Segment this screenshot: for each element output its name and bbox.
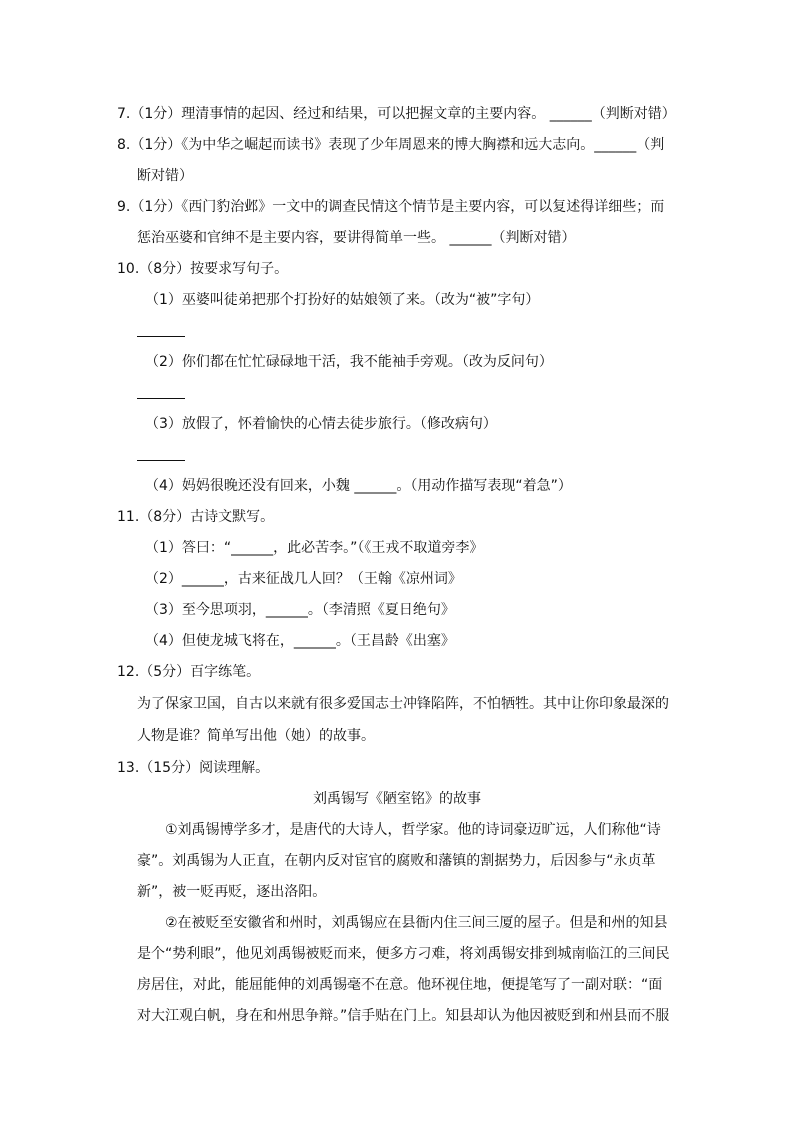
question-10-part-1: （1）巫婆叫徒弟把那个打扮好的姑娘领了来。（改为“被”字句） [145, 292, 540, 308]
question-10: 10.（8分）按要求写句子。 [117, 261, 289, 277]
question-10-part-3: （3）放假了，怀着愉快的心情去徒步旅行。（修改病句） [145, 416, 497, 432]
passage-paragraph-2-line-2: 是个“势利眼”，他见刘禹锡被贬而来，便多方刁难，将刘禹锡安排到城南临江的三间民 [137, 946, 670, 962]
answer-blank-3 [137, 460, 185, 461]
passage-paragraph-1: ①刘禹锡博学多才，是唐代的大诗人，哲学家。他的诗词豪迈旷远，人们称他“诗 [165, 822, 661, 838]
question-12-prompt-continued: 人物是谁？简单写出他（她）的故事。 [137, 728, 375, 744]
question-8: 8.（1分）《为中华之崛起而读书》表现了少年周恩来的博大胸襟和远大志向。______（判 [117, 137, 665, 153]
passage-title: 刘禹锡写《陋室铭》的故事 [313, 791, 481, 807]
answer-blank-2 [137, 398, 185, 399]
question-10-part-4: （4）妈妈很晚还没有回来，小魏 ______。（用动作描写表现“着急”） [145, 478, 572, 494]
question-11-part-3: （3）至今思项羽，______。（李清照《夏日绝句》 [145, 602, 455, 618]
question-13: 13.（15分）阅读理解。 [117, 760, 270, 776]
passage-paragraph-1-line-3: 新”，被一贬再贬，逐出洛阳。 [137, 884, 327, 900]
question-12: 12.（5分）百字练笔。 [117, 664, 261, 680]
question-12-prompt: 为了保家卫国，自古以来就有很多爱国志士冲锋陷阵，不怕牺牲。其中让你印象最深的 [137, 696, 669, 712]
question-9-continued: 惩治巫婆和官绅不是主要内容，要讲得简单一些。 ______（判断对错） [137, 230, 576, 246]
answer-blank-1 [137, 336, 185, 337]
question-11: 11.（8分）古诗文默写。 [117, 509, 275, 525]
question-9: 9.（1分）《西门豹治邺》一文中的调查民情这个情节是主要内容，可以复述得详细些；而 [117, 199, 665, 215]
question-11-part-1: （1）答曰：“______，此必苦李。”（《王戎不取道旁李》 [145, 540, 484, 556]
question-11-part-2: （2）______，古来征战几人回？（王翰《凉州词》 [145, 571, 462, 587]
passage-paragraph-1-line-2: 豪”。刘禹锡为人正直，在朝内反对宦官的腐败和藩镇的割据势力，后因参与“永贞革 [137, 853, 656, 869]
passage-paragraph-2: ②在被贬至安徽省和州时，刘禹锡应在县衙内住三间三厦的屋子。但是和州的知县 [165, 915, 668, 931]
question-11-part-4: （4）但使龙城飞将在，______。（王昌龄《出塞》 [145, 633, 455, 649]
question-8-continued: 断对错） [137, 168, 193, 184]
passage-paragraph-2-line-3: 房居住，对此，能屈能伸的刘禹锡毫不在意。他环视住地，便提笔写了一副对联：“面 [137, 977, 663, 993]
passage-paragraph-2-line-4: 对大江观白帆，身在和州思争辩。”信手贴在门上。知县却认为他因被贬到和州县而不服 [137, 1008, 670, 1024]
question-10-part-2: （2）你们都在忙忙碌碌地干活，我不能袖手旁观。（改为反问句） [145, 354, 553, 370]
question-7: 7.（1分）理清事情的起因、经过和结果，可以把握文章的主要内容。 ______（判断对错） [117, 106, 676, 122]
